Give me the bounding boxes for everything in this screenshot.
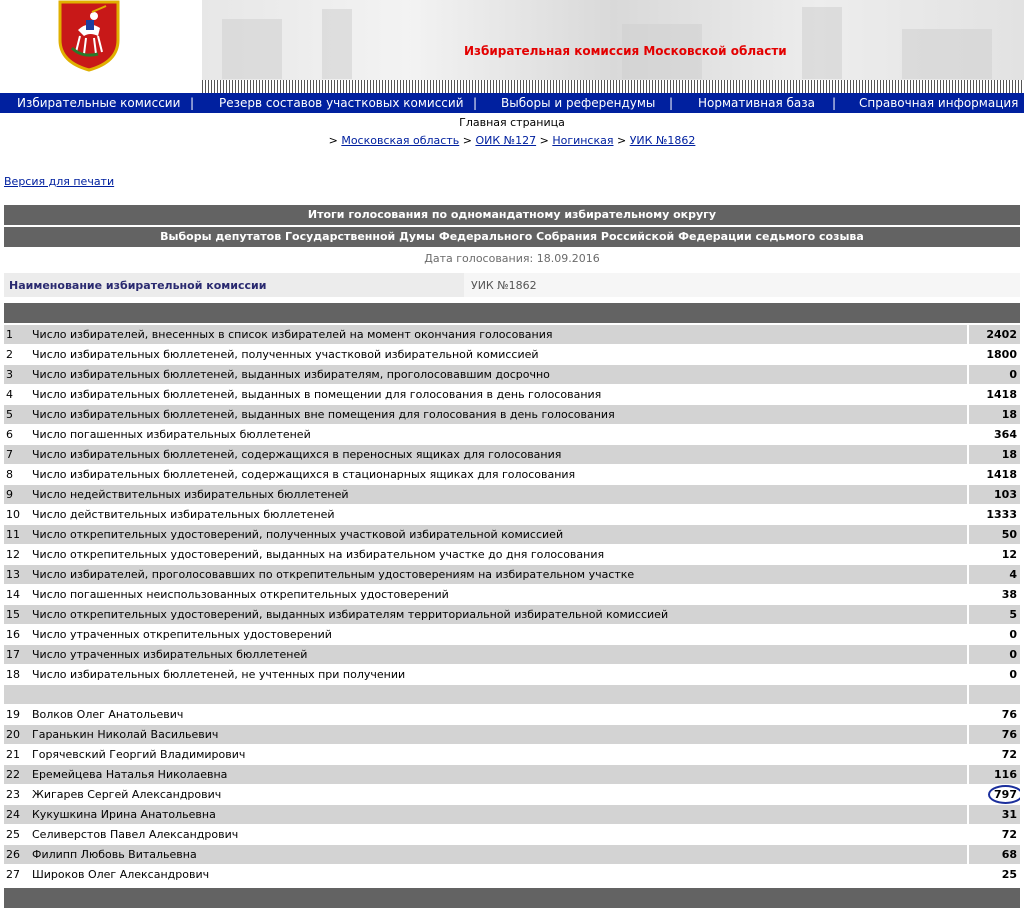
protocol-row — [4, 505, 1020, 525]
protocol-row — [4, 385, 1020, 405]
candidate-row — [4, 745, 1020, 765]
row-number: 16 — [4, 625, 28, 645]
header-banner — [202, 0, 1024, 93]
row-label: Число избирательных бюллетеней, выданных избирателям, проголосовавшим досрочно — [28, 365, 968, 385]
results-title: Итоги голосования по одномандатному избирательному округу — [4, 205, 1020, 225]
nav-separator: | — [669, 96, 674, 110]
election-title: Выборы депутатов Государственной Думы Федерального Собрания Российской Федерации седьмого созыва — [4, 227, 1020, 247]
breadcrumb-item-oik[interactable]: ОИК №127 — [475, 134, 537, 147]
row-value: 76 — [968, 705, 1020, 725]
row-label: Число избирательных бюллетеней, не учтенных при получении — [28, 665, 968, 685]
row-number: 14 — [4, 585, 28, 605]
row-label: Число утраченных избирательных бюллетеней — [28, 645, 968, 665]
row-number: 1 — [4, 325, 28, 345]
row-number: 5 — [4, 405, 28, 425]
row-number: 27 — [4, 865, 28, 885]
protocol-row — [4, 485, 1020, 505]
row-value: 18 — [968, 445, 1020, 465]
voting-date-label: Дата голосования: — [424, 252, 534, 265]
nav-separator: | — [832, 96, 837, 110]
protocol-row — [4, 585, 1020, 605]
row-value: 2402 — [968, 325, 1020, 345]
row-number: 7 — [4, 445, 28, 465]
row-number: 4 — [4, 385, 28, 405]
row-value: 0 — [968, 665, 1020, 685]
candidate-row — [4, 765, 1020, 785]
row-number: 12 — [4, 545, 28, 565]
candidate-row — [4, 805, 1020, 825]
row-number: 26 — [4, 845, 28, 865]
row-number: 19 — [4, 705, 28, 725]
candidate-row — [4, 825, 1020, 845]
breadcrumb-item-oblast[interactable]: Московская область — [341, 134, 460, 147]
breadcrumb-item-noginskaya[interactable]: Ногинская — [552, 134, 614, 147]
candidate-row — [4, 785, 1020, 805]
row-label: Широков Олег Александрович — [28, 865, 968, 885]
candidate-row — [4, 845, 1020, 865]
row-value: 4 — [968, 565, 1020, 585]
row-number: 2 — [4, 345, 28, 365]
candidate-row — [4, 725, 1020, 745]
protocol-row — [4, 445, 1020, 465]
row-value: 1333 — [968, 505, 1020, 525]
breadcrumb-separator: > — [616, 134, 627, 147]
row-label: Число открепительных удостоверений, выданных избирателям территориальной избирательной комиссией — [28, 605, 968, 625]
protocol-row — [4, 325, 1020, 345]
row-label: Число открепительных удостоверений, выданных на избирательном участке до дня голосования — [28, 545, 968, 565]
row-label: Число погашенных избирательных бюллетеней — [28, 425, 968, 445]
row-label: Число недействительных избирательных бюллетеней — [28, 485, 968, 505]
row-label: Еремейцева Наталья Николаевна — [28, 765, 968, 785]
protocol-row — [4, 545, 1020, 565]
row-number: 20 — [4, 725, 28, 745]
protocol-row — [4, 665, 1020, 685]
breadcrumb-separator: > — [462, 134, 472, 147]
row-value: 12 — [968, 545, 1020, 565]
protocol-row — [4, 365, 1020, 385]
protocol-row — [4, 625, 1020, 645]
protocol-row — [4, 565, 1020, 585]
row-label: Число избирательных бюллетеней, полученных участковой избирательной комиссией — [28, 345, 968, 365]
site-title: Избирательная комиссия Московской области — [464, 44, 787, 58]
nav-item-regulations[interactable]: Нормативная база — [698, 96, 815, 110]
row-label: Горячевский Георгий Владимирович — [28, 745, 968, 765]
commission-row — [4, 273, 1020, 297]
results-table — [4, 325, 1020, 885]
row-label: Кукушкина Ирина Анатольевна — [28, 805, 968, 825]
nav-item-elections[interactable]: Выборы и референдумы — [501, 96, 656, 110]
circled-value: 797 — [988, 785, 1020, 804]
row-number: 3 — [4, 365, 28, 385]
protocol-row — [4, 425, 1020, 445]
row-number: 10 — [4, 505, 28, 525]
breadcrumb-separator: > — [539, 134, 549, 147]
row-label: Число избирателей, внесенных в список избирателей на момент окончания голосования — [28, 325, 968, 345]
row-value: 25 — [968, 865, 1020, 885]
row-label: Число избирательных бюллетеней, выданных в помещении для голосования в день голосования — [28, 385, 968, 405]
row-value: 0 — [968, 365, 1020, 385]
nav-separator: | — [473, 96, 478, 110]
row-value: 116 — [968, 765, 1020, 785]
nav-item-reference[interactable]: Справочная информация — [859, 96, 1019, 110]
row-value: 103 — [968, 485, 1020, 505]
protocol-row — [4, 645, 1020, 665]
row-value: 0 — [968, 645, 1020, 665]
row-value: 1418 — [968, 465, 1020, 485]
protocol-row — [4, 405, 1020, 425]
protocol-row — [4, 525, 1020, 545]
row-number: 17 — [4, 645, 28, 665]
row-value — [968, 785, 1020, 805]
row-value: 5 — [968, 605, 1020, 625]
commission-value: УИК №1862 — [464, 273, 1020, 297]
voting-date — [4, 252, 1020, 265]
row-label: Число избирательных бюллетеней, содержащихся в переносных ящиках для голосования — [28, 445, 968, 465]
row-label: Филипп Любовь Витальевна — [28, 845, 968, 865]
row-number: 15 — [4, 605, 28, 625]
row-number: 18 — [4, 665, 28, 685]
row-value: 72 — [968, 825, 1020, 845]
row-number: 24 — [4, 805, 28, 825]
protocol-row — [4, 465, 1020, 485]
section-separator-row — [4, 685, 1020, 705]
row-label: Селиверстов Павел Александрович — [28, 825, 968, 845]
row-number: 21 — [4, 745, 28, 765]
row-value: 31 — [968, 805, 1020, 825]
row-label: Число открепительных удостоверений, полученных участковой избирательной комиссией — [28, 525, 968, 545]
candidate-row — [4, 865, 1020, 885]
row-value: 38 — [968, 585, 1020, 605]
nav-item-reserve[interactable]: Резерв составов участковых комиссий — [219, 96, 464, 110]
table-header-bar — [4, 303, 1020, 323]
row-number: 6 — [4, 425, 28, 445]
row-number: 11 — [4, 525, 28, 545]
nav-item-election-commissions[interactable]: Избирательные комиссии — [17, 96, 181, 110]
row-label: Жигарев Сергей Александрович — [28, 785, 968, 805]
row-number: 22 — [4, 765, 28, 785]
row-value: 1418 — [968, 385, 1020, 405]
row-value: 364 — [968, 425, 1020, 445]
voting-date-value: 18.09.2016 — [536, 252, 600, 265]
row-label: Число погашенных неиспользованных открепительных удостоверений — [28, 585, 968, 605]
table-footer-bar — [4, 888, 1020, 908]
breadcrumb-separator: > — [328, 134, 338, 147]
row-label: Волков Олег Анатольевич — [28, 705, 968, 725]
row-value: 68 — [968, 845, 1020, 865]
row-value: 72 — [968, 745, 1020, 765]
site-header — [0, 0, 1024, 93]
protocol-row — [4, 345, 1020, 365]
commission-label: Наименование избирательной комиссии — [4, 273, 464, 297]
row-value: 18 — [968, 405, 1020, 425]
moscow-oblast-coat-of-arms-icon — [58, 0, 120, 72]
row-label: Число избирательных бюллетеней, содержащихся в стационарных ящиках для голосования — [28, 465, 968, 485]
row-number: 25 — [4, 825, 28, 845]
protocol-row — [4, 605, 1020, 625]
row-number: 9 — [4, 485, 28, 505]
breadcrumb-item-uik[interactable]: УИК №1862 — [629, 134, 696, 147]
print-version-link[interactable]: Версия для печати — [4, 175, 115, 188]
home-link[interactable]: Главная страница — [459, 116, 565, 129]
row-label: Число избирательных бюллетеней, выданных вне помещения для голосования в день голосования — [28, 405, 968, 425]
main-navigation — [0, 93, 1024, 113]
row-label: Число утраченных открепительных удостоверений — [28, 625, 968, 645]
row-value: 0 — [968, 625, 1020, 645]
nav-separator: | — [190, 96, 195, 110]
row-label: Число действительных избирательных бюллетеней — [28, 505, 968, 525]
row-value: 76 — [968, 725, 1020, 745]
candidate-row — [4, 705, 1020, 725]
row-label: Гаранькин Николай Васильевич — [28, 725, 968, 745]
row-number: 23 — [4, 785, 28, 805]
row-number: 13 — [4, 565, 28, 585]
row-number: 8 — [4, 465, 28, 485]
row-value: 50 — [968, 525, 1020, 545]
breadcrumb — [0, 134, 1024, 147]
row-value: 1800 — [968, 345, 1020, 365]
row-label: Число избирателей, проголосовавших по открепительным удостоверениям на избирательном участке — [28, 565, 968, 585]
